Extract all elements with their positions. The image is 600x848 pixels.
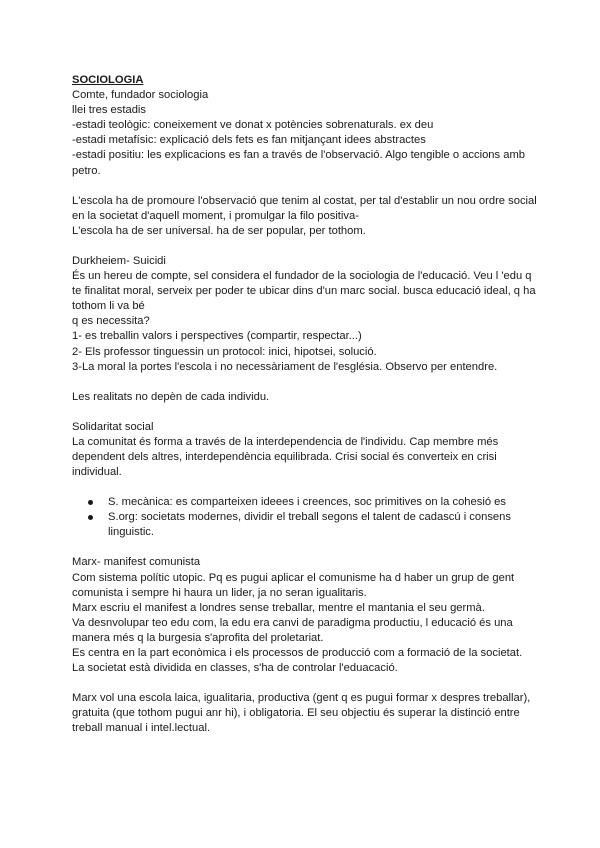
bullet-icon (88, 515, 93, 520)
durkheim-line: q es necessita? (72, 315, 150, 328)
marx-line: Es centra en la part econòmica i els processos de producció com a formació de la societat. (72, 647, 523, 659)
document-title: SOCIOLOGIA (72, 74, 144, 86)
spacer (72, 405, 538, 420)
comte-school-paragraph: L'escola ha de promoure l'observació que tenim al costat, per tal d'establir un nou ordre social en la societat d'aquell moment, i promulgar la filo positiva- (72, 194, 537, 222)
comte-school-paragraph: L'escola ha de ser universal. ha de ser popular, per tothom. (72, 224, 366, 237)
marx-line: Va desnvolupar teo edu com, la edu era canvi de paradigma productiu, l educació és una manera més q la burgesia s'aprofita del proletariat. (72, 616, 513, 644)
list-item-text: S.org: societats modernes, dividir el treball segons el talent de cadascú i consens linguistic. (108, 511, 511, 539)
spacer (72, 375, 538, 390)
marx-heading: Marx- manifest comunista (72, 556, 201, 569)
durkheim-heading: Durkheiem- Suicidi (72, 254, 166, 267)
list-item (72, 495, 538, 510)
bullet-icon (88, 500, 93, 505)
marx-closing-paragraph: Marx vol una escola laica, igualitaria, productiva (gent q es pugui formar x despres treballar), gratuita (que tothom pugui anr hi), i obligatoria. El seu objectiu és superar la distinció entre treball manual i intel.lectual. (72, 692, 531, 735)
spacer (72, 540, 538, 555)
spacer (72, 676, 538, 691)
solidaritat-heading: Solidaritat social (72, 420, 154, 433)
comte-section (72, 88, 538, 239)
comte-line: llei tres estadis (72, 104, 146, 117)
spacer (72, 239, 538, 254)
durkheim-line: 1- es treballin valors i perspectives (compartir, respectar...) (72, 330, 362, 343)
durkheim-line: És un hereu de compte, sel considera el fundador de la sociologia de l'educació. Veu l 'edu q te finalitat moral, serveix per poder te ubicar dins d'un marc social. busca educació ideal, q ha tothom li va bé (72, 270, 536, 313)
comte-line: -estadi metafísic: explicació dels fets es fan mitjançant idees abstractes (72, 134, 426, 147)
solidaritat-bullet-list (72, 495, 538, 540)
solidaritat-section (72, 420, 538, 541)
marx-line: Com sistema polític utopic. Pq es pugui aplicar el comunisme ha d haber un grup de gent comunista i sempre hi haura un lider, ja no seran igualitaris. (72, 571, 515, 599)
document-body (72, 73, 538, 736)
durkheim-line: 3-La moral la portes l'escola i no necessàriament de l'església. Observo per entendre. (72, 360, 498, 373)
spacer (72, 179, 538, 194)
realitats-line: Les realitats no depèn de cada individu. (72, 390, 270, 403)
comte-line: -estadi teològic: coneixement ve donat x potències sobrenaturals. ex deu (72, 119, 434, 132)
durkheim-section (72, 254, 538, 405)
solidaritat-text: La comunitat és forma a través de la interdependencia de l'individu. Cap membre més dependent dels altres, interdependència equilibrada. Crisi social és converteix en crisi individual. (72, 435, 499, 479)
list-item-text: S. mecànica: es comparteixen ideees i creences, soc primitives on la cohesió es (108, 496, 506, 509)
marx-line: Marx escriu el manifest a londres sense treballar, mentre el mantania el seu germà. (72, 601, 485, 614)
list-item (72, 510, 538, 540)
comte-line: Comte, fundador sociologia (72, 89, 209, 102)
marx-section (72, 555, 538, 736)
durkheim-line: 2- Els professor tinguessin un protocol: inici, hipotsei, solució. (72, 345, 377, 358)
marx-line: La societat està dividida en classes, s'ha de controlar l'eduacació. (72, 662, 398, 675)
spacer (72, 480, 538, 495)
comte-line: -estadi positiu: les explicacions es fan a través de l'observació. Algo tengible o accions amb petro. (72, 149, 525, 177)
